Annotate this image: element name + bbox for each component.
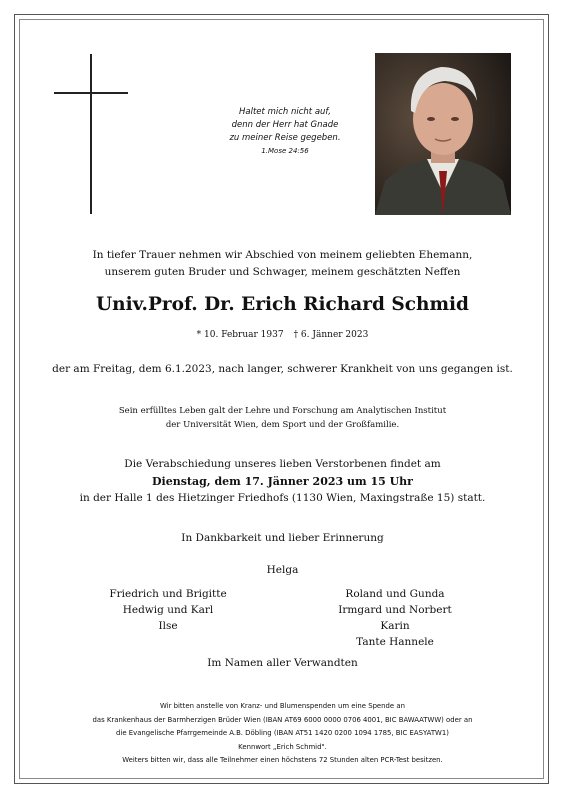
verse-reference: 1.Mose 24:56 xyxy=(261,147,309,155)
donation-notice xyxy=(0,700,565,768)
farewell-info xyxy=(0,456,565,507)
farewell-location: in der Halle 1 des Hietzinger Friedhofs (1130 Wien, Maxingstraße 15) statt. xyxy=(79,492,486,504)
notice-line: das Krankenhaus der Barmherzigen Brüder Wien (IBAN AT69 6000 0000 0706 4001, BIC BAWAATWW) oder an xyxy=(92,715,473,724)
mourners-right xyxy=(295,586,495,650)
life-line: der Universität Wien, dem Sport und der Großfamilie. xyxy=(165,420,400,430)
death-date: † 6. Jänner 2023 xyxy=(293,330,369,340)
verse-line: zu meiner Reise gegeben. xyxy=(229,133,341,143)
portrait-photo xyxy=(375,53,511,215)
bible-verse xyxy=(205,106,365,158)
birth-date: * 10. Februar 1937 xyxy=(196,330,284,340)
main-mourner: Helga xyxy=(266,564,299,576)
mourner-name: Karin xyxy=(380,620,410,632)
notice-line: Weiters bitten wir, dass alle Teilnehmer einen höchstens 72 Stunden alten PCR-Test besitzen. xyxy=(122,756,443,764)
notice-line: die Evangelische Pfarrgemeinde A.B. Döbling (IBAN AT51 1420 0200 1094 1785, BIC EASYATW1) xyxy=(116,729,449,737)
mourner-name: Irmgard und Norbert xyxy=(338,604,452,616)
life-dates xyxy=(0,330,565,340)
notice-line: Wir bitten anstelle von Kranz- und Blumenspenden um eine Spende an xyxy=(160,702,405,710)
mourner-name: Friedrich und Brigitte xyxy=(109,588,227,600)
intro-line: unserem guten Bruder und Schwager, meinem geschätzten Neffen xyxy=(104,266,461,278)
death-statement: der am Freitag, dem 6.1.2023, nach langer, schwerer Krankheit von uns gegangen ist. xyxy=(52,363,513,375)
farewell-line: Die Verabschiedung unseres lieben Verstorbenen findet am xyxy=(124,458,441,470)
intro-line: In tiefer Trauer nehmen wir Abschied von meinem geliebten Ehemann, xyxy=(92,249,473,261)
relatives-line: Im Namen aller Verwandten xyxy=(207,657,358,669)
mourner-name: Hedwig und Karl xyxy=(122,604,214,616)
mourner-name: Roland und Gunda xyxy=(345,588,445,600)
notice-line: Kennwort „Erich Schmid". xyxy=(238,742,327,751)
thanks-line: In Dankbarkeit und lieber Erinnerung xyxy=(181,532,384,544)
mourner-name: Ilse xyxy=(158,620,178,632)
mourner-name: Tante Hannele xyxy=(356,636,434,648)
deceased-name: Univ.Prof. Dr. Erich Richard Schmid xyxy=(96,294,469,315)
life-description xyxy=(0,404,565,432)
verse-line: Haltet mich nicht auf, xyxy=(239,107,331,117)
verse-line: denn der Herr hat Gnade xyxy=(231,120,339,130)
intro-text xyxy=(0,247,565,281)
mourners-left xyxy=(68,586,268,634)
farewell-date: Dienstag, dem 17. Jänner 2023 um 15 Uhr xyxy=(152,475,413,488)
life-line: Sein erfülltes Leben galt der Lehre und Forschung am Analytischen Institut xyxy=(118,406,447,416)
